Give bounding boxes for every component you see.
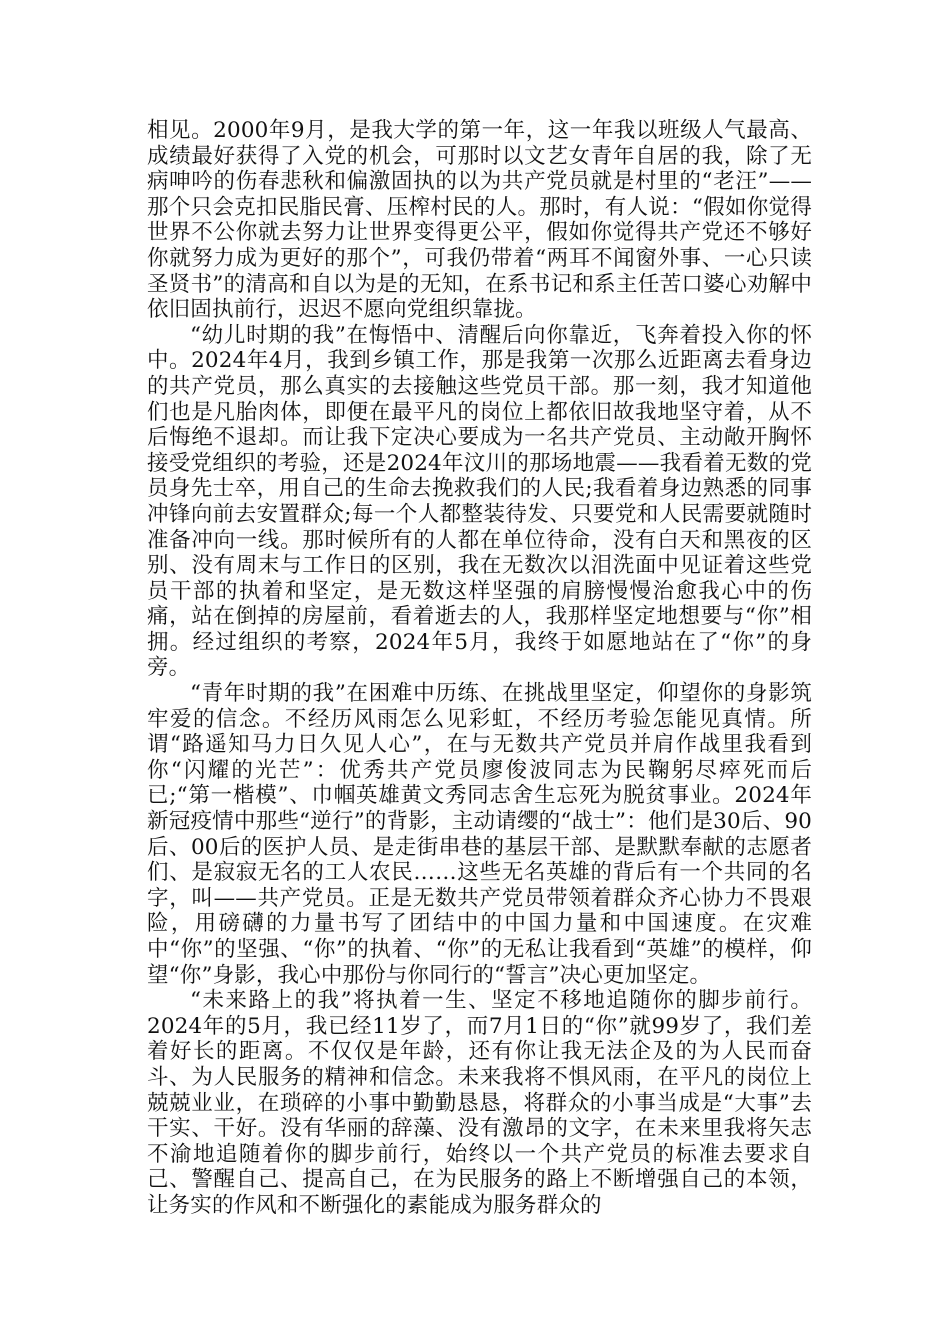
paragraph-4: “未来路上的我”将执着一生、坚定不移地追随你的脚步前行。2024年的5月，我已经11岁了，而7月1日的“你”就99岁了，我们差着好长的距离。不仅仅是年龄，还有你让我无法企及的为人民而奋斗、为人民服务的精神和信念。未来我将不惧风雨，在平凡的岗位上兢兢业业，在琐碎的小事中勤勤恳恳，将群众的小事当成是“大事”去干实、干好。没有华丽的辞藻、没有激昂的文字，在未来里我将矢志不渝地追随着你的脚步前行，始终以一个共产党员的标准去要求自己、警醒自己、提高自己，在为民服务的路上不断增强自己的本领，让务实的作风和不断强化的素能成为服务群众的 <box>147 988 812 1218</box>
document-body <box>147 118 812 1219</box>
paragraph-1: 相见。2000年9月，是我大学的第一年，这一年我以班级人气最高、成绩最好获得了入党的机会，可那时以文艺女青年自居的我，除了无病呻吟的伤春悲秋和偏激固执的以为共产党员就是村里的“老汪”——那个只会克扣民脂民膏、压榨村民的人。那时，有人说：“假如你觉得世界不公你就去努力让世界变得更公平，假如你觉得共产党还不够好你就努力成为更好的那个”，可我仍带着“两耳不闻窗外事、一心只读圣贤书”的清高和自以为是的无知，在系书记和系主任苦口婆心劝解中依旧固执前行，迟迟不愿向党组织靠拢。 <box>147 118 812 323</box>
paragraph-2: “幼儿时期的我”在悔悟中、清醒后向你靠近，飞奔着投入你的怀中。2024年4月，我到乡镇工作，那是我第一次那么近距离去看身边的共产党员，那么真实的去接触这些党员干部。那一刻，我才知道他们也是凡胎肉体，即便在最平凡的岗位上都依旧故我地坚守着，从不后悔绝不退却。而让我下定决心要成为一名共产党员、主动敞开胸怀接受党组织的考验，还是2024年汶川的那场地震——我看着无数的党员身先士卒，用自己的生命去挽救我们的人民;我看着身边熟悉的同事冲锋向前去安置群众;每一个人都整装待发、只要党和人民需要就随时准备冲向一线。那时候所有的人都在单位待命，没有白天和黑夜的区别、没有周末与工作日的区别，我在无数次以泪洗面中见证着这些党员干部的执着和坚定，是无数这样坚强的肩膀慢慢治愈我心中的伤痛，站在倒掉的房屋前，看着逝去的人，我那样坚定地想要与“你”相拥。经过组织的考察，2024年5月，我终于如愿地站在了“你”的身旁。 <box>147 322 812 681</box>
paragraph-3: “青年时期的我”在困难中历练、在挑战里坚定，仰望你的身影筑牢爱的信念。不经历风雨怎么见彩虹，不经历考验怎能见真情。所谓“路遥知马力日久见人心”，在与无数共产党员并肩作战里我看到你“闪耀的光芒”：优秀共产党员廖俊波同志为民鞠躬尽瘁死而后已;“第一楷模”、巾帼英雄黄文秀同志舍生忘死为脱贫事业。2024年新冠疫情中那些“逆行”的背影，主动请缨的“战士”：他们是30后、90后、00后的医护人员、是走街串巷的基层干部、是默默奉献的志愿者们、是寂寂无名的工人农民……这些无名英雄的背后有一个共同的名字，叫——共产党员。正是无数共产党员带领着群众齐心协力不畏艰险，用磅礴的力量书写了团结中的中国力量和中国速度。在灾难中“你”的坚强、“你”的执着、“你”的无私让我看到“英雄”的模样，仰望“你”身影，我心中那份与你同行的“誓言”决心更加坚定。 <box>147 681 812 988</box>
